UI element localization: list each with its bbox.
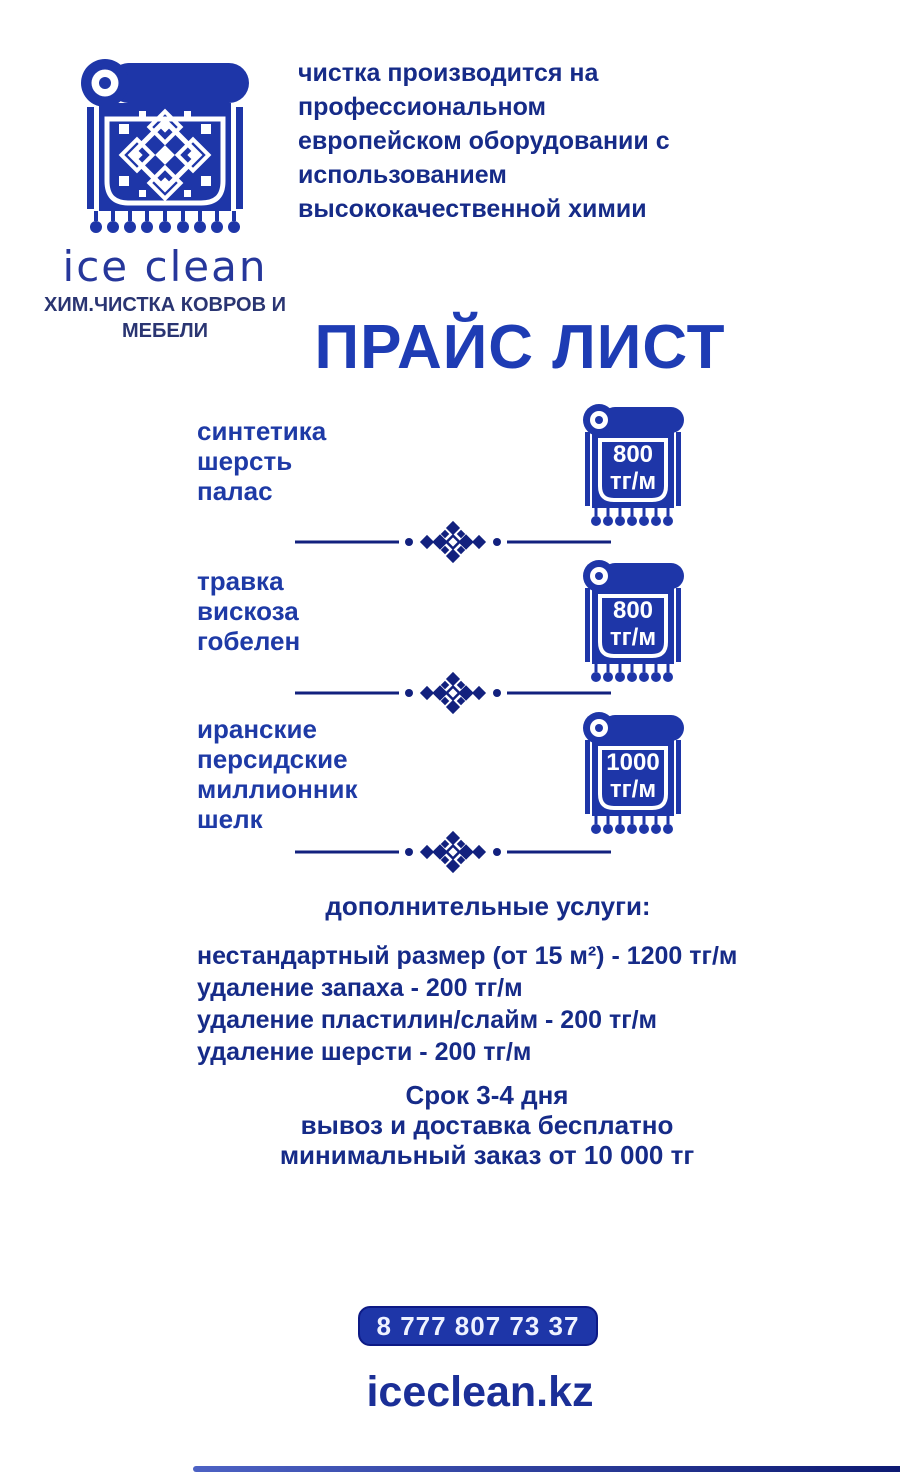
service-item: удаление шерсти - 200 тг/м — [197, 1038, 532, 1066]
price-unit: тг/м — [609, 776, 657, 803]
page-title: ПРАЙС ЛИСТ — [314, 313, 726, 382]
bottom-accent-bar — [193, 1466, 900, 1472]
price-badge-carpet-icon — [580, 560, 686, 686]
service-item: нестандартный размер (от 15 м²) - 1200 тг/м — [197, 942, 738, 970]
carpet-type-item: персидские — [197, 744, 348, 774]
terms-line: Срок 3-4 дня — [405, 1080, 569, 1110]
carpet-types-list — [197, 416, 557, 506]
intro-line: высококачественной химии — [298, 195, 647, 223]
price-value: 800 — [612, 597, 654, 624]
website-link[interactable]: iceclean.kz — [366, 1368, 594, 1416]
carpet-type-item: вискоза — [197, 596, 299, 626]
carpet-types-list — [197, 566, 557, 656]
carpet-types-list — [197, 714, 557, 834]
carpet-type-item: гобелен — [197, 626, 301, 656]
service-item: удаление запаха - 200 тг/м — [197, 974, 523, 1002]
carpet-type-item: синтетика — [197, 416, 327, 446]
price-unit: тг/м — [609, 468, 657, 495]
carpet-type-item: палас — [197, 476, 273, 506]
price-label — [590, 745, 676, 807]
carpet-type-item: миллионник — [197, 774, 358, 804]
carpet-type-item: шелк — [197, 804, 263, 834]
brand-name: ice clean — [62, 242, 268, 291]
intro-line: чистка производится на профессиональном — [298, 59, 599, 121]
services-list — [197, 940, 817, 1068]
additional-services-heading: дополнительные услуги: — [325, 891, 651, 921]
price-value: 800 — [612, 441, 654, 468]
phone-button[interactable]: 8 777 807 73 37 — [358, 1306, 598, 1346]
terms-block — [80, 1080, 894, 1170]
price-label — [590, 593, 676, 655]
service-item: удаление пластилин/слайм - 200 тг/м — [197, 1006, 658, 1034]
terms-line: минимальный заказ от 10 000 тг — [279, 1140, 695, 1170]
price-value: 1000 — [606, 749, 660, 776]
ornament-divider — [293, 520, 613, 564]
intro-text — [298, 56, 828, 226]
price-unit: тг/м — [609, 624, 657, 651]
carpet-type-item: травка — [197, 566, 284, 596]
price-label — [590, 437, 676, 499]
intro-line: европейском оборудовании с использованием — [298, 127, 670, 189]
logo-subtitle-line: ХИМ.ЧИСТКА КОВРОВ И — [44, 294, 286, 316]
carpet-type-item: шерсть — [197, 446, 293, 476]
carpet-type-item: иранские — [197, 714, 317, 744]
price-badge-carpet-icon — [580, 712, 686, 838]
logo-subtitle-line: МЕБЕЛИ — [121, 320, 209, 342]
ornament-divider — [293, 830, 613, 874]
carpet-logo-icon — [75, 56, 255, 244]
price-badge-carpet-icon — [580, 404, 686, 530]
ornament-divider — [293, 671, 613, 715]
terms-line: вывоз и доставка бесплатно — [300, 1110, 674, 1140]
